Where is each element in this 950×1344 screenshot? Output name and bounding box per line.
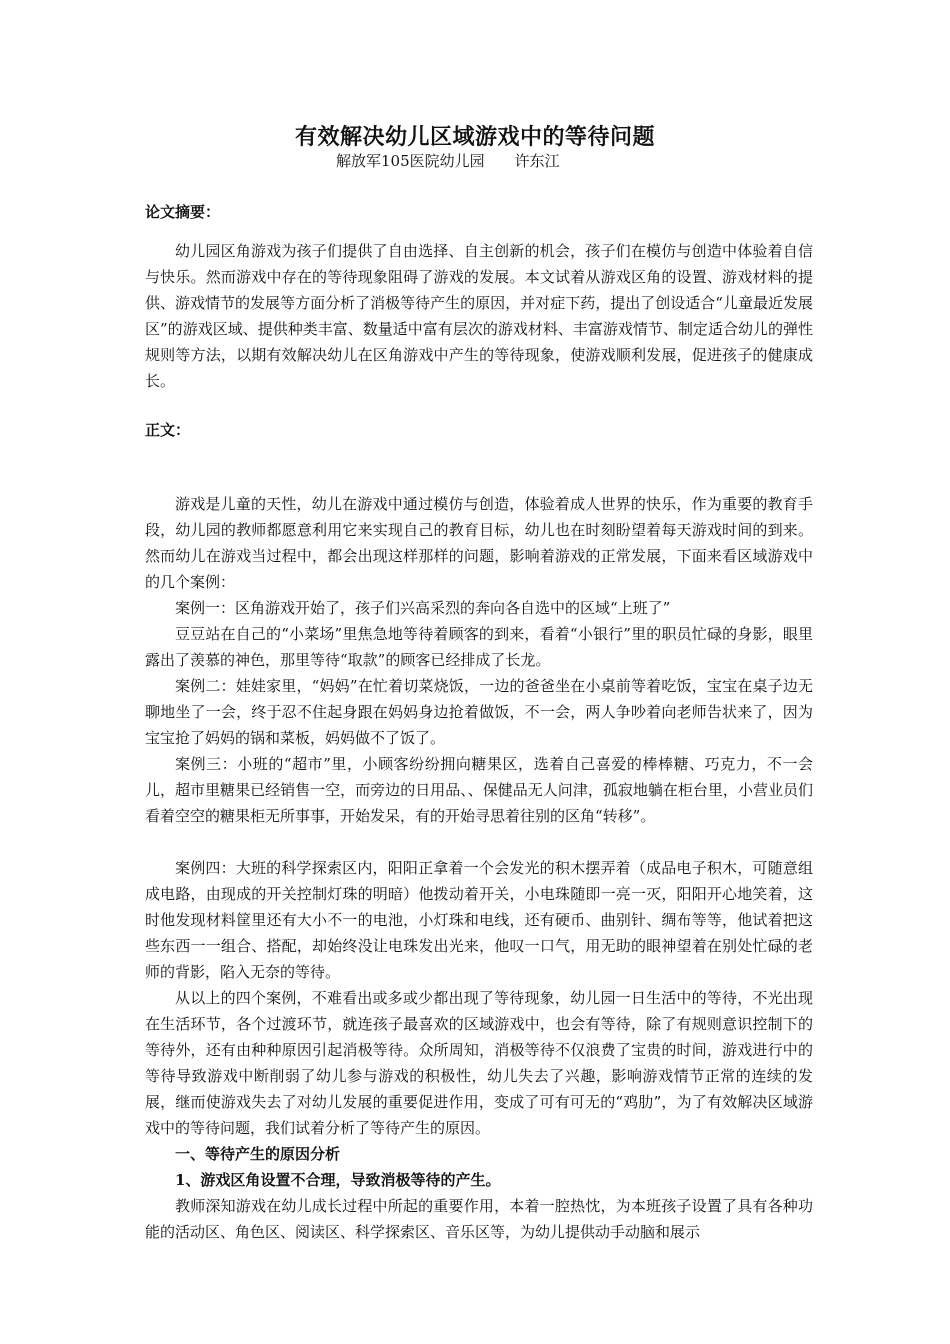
body-paragraph: 游戏是儿童的天性，幼儿在游戏中通过模仿与创造，体验着成人世界的快乐，作为重要的教育手段，幼儿园的教师都愿意利用它来实现自己的教育目标，幼儿也在时刻盼望着每天游戏时间的到来。然而幼儿在游戏当过程中，都会出现这样那样的问题，影响着游戏的正常发展，下面来看区域游戏中的几个案例： xyxy=(145,495,813,591)
abstract-paragraph: 幼儿园区角游戏为孩子们提供了自由选择、自主创新的机会，孩子们在模仿与创造中体验着自信与快乐。然而游戏中存在的等待现象阻碍了游戏的发展。本文试着从游戏区角的设置、游戏材料的提供、游戏情节的发展等方面分析了消极等待产生的原因，并对症下药，提出了创设适合“儿童最近发展区”的游戏区域、提供种类丰富、数量适中富有层次的游戏材料、丰富游戏情节、制定适合幼儿的弹性规则等方法，以期有效解决幼儿在区角游戏中产生的等待现象，使游戏顺利发展，促进孩子的健康成长。 xyxy=(145,242,813,390)
case-four-paragraph: 案例四：大班的科学探索区内，阳阳正拿着一个会发光的积木摆弄着（成品电子积木，可随意组成电路，由现成的开关控制灯珠的明暗）他拨动着开关，小电珠随即一亮一灭，阳阳开心地笑着，这时他发现材料筐里还有大小不一的电池，小灯珠和电线，还有硬币、曲别针、绸布等等，他试着把这些东西一一组合、搭配，却始终没让电珠发出光来，他叹一口气，用无助的眼神望着在别处忙碌的老师的背影，陷入无奈的等待。 xyxy=(145,859,813,981)
body-heading: 正文： xyxy=(145,421,191,439)
subsection-heading: 1、游戏区角设置不合理，导致消极等待的产生。 xyxy=(175,1171,501,1189)
analysis-paragraph: 从以上的四个案例，不难看出或多或少都出现了等待现象，幼儿园一日生活中的等待，不光出现在生活环节，各个过渡环节，就连孩子最喜欢的区域游戏中，也会有等待，除了有规则意识控制下的等待外，还有由种种原因引起消极等待。众所周知，消极等待不仅浪费了宝贵的时间，游戏进行中的等待导致游戏中断削弱了幼儿参与游戏的积极性，幼儿失去了兴趣，影响游戏情节正常的连续的发展，继而使游戏失去了对幼儿发展的重要促进作用，变成了可有可无的“鸡肋”，为了有效解决区域游戏中的等待问题，我们试着分析了等待产生的原因。 xyxy=(145,989,813,1137)
case-three-paragraph: 案例三：小班的“超市”里，小顾客纷纷拥向糖果区，选着自己喜爱的棒棒糖、巧克力，不一会儿，超市里糖果已经销售一空，而旁边的日用品、、保健品无人问津，孤寂地躺在柜台里，小营业员们看着空空的糖果柜无所事事，开始发呆，有的开始寻思着往别的区角“转移”。 xyxy=(145,755,813,825)
author-byline: 解放军105医院幼儿园 许东江 xyxy=(336,152,560,170)
abstract-heading: 论文摘要： xyxy=(145,203,221,221)
case-two-paragraph: 案例二：娃娃家里，“妈妈”在忙着切菜烧饭，一边的爸爸坐在小桌前等着吃饭，宝宝在桌子边无聊地坐了一会，终于忍不住起身跟在妈妈身边抢着做饭，不一会，两人争吵着向老师告状来了，因为宝宝抢了妈妈的锅和菜板，妈妈做不了饭了。 xyxy=(145,677,813,747)
section-heading: 一、等待产生的原因分析 xyxy=(175,1145,341,1163)
body-paragraph-last: 教师深知游戏在幼儿成长过程中所起的重要作用，本着一腔热忱，为本班孩子设置了具有各种功能的活动区、角色区、阅读区、科学探索区、音乐区等，为幼儿提供动手动脑和展示 xyxy=(145,1197,813,1241)
document-title: 有效解决幼儿区域游戏中的等待问题 xyxy=(294,124,655,150)
case-one-detail-paragraph: 豆豆站在自己的“小菜场”里焦急地等待着顾客的到来，看着“小银行”里的职员忙碌的身影，眼里露出了羡慕的神色，那里等待“取款”的顾客已经排成了长龙。 xyxy=(145,625,813,669)
case-one-paragraph: 案例一：区角游戏开始了，孩子们兴高采烈的奔向各自选中的区域“上班了” xyxy=(175,599,671,617)
